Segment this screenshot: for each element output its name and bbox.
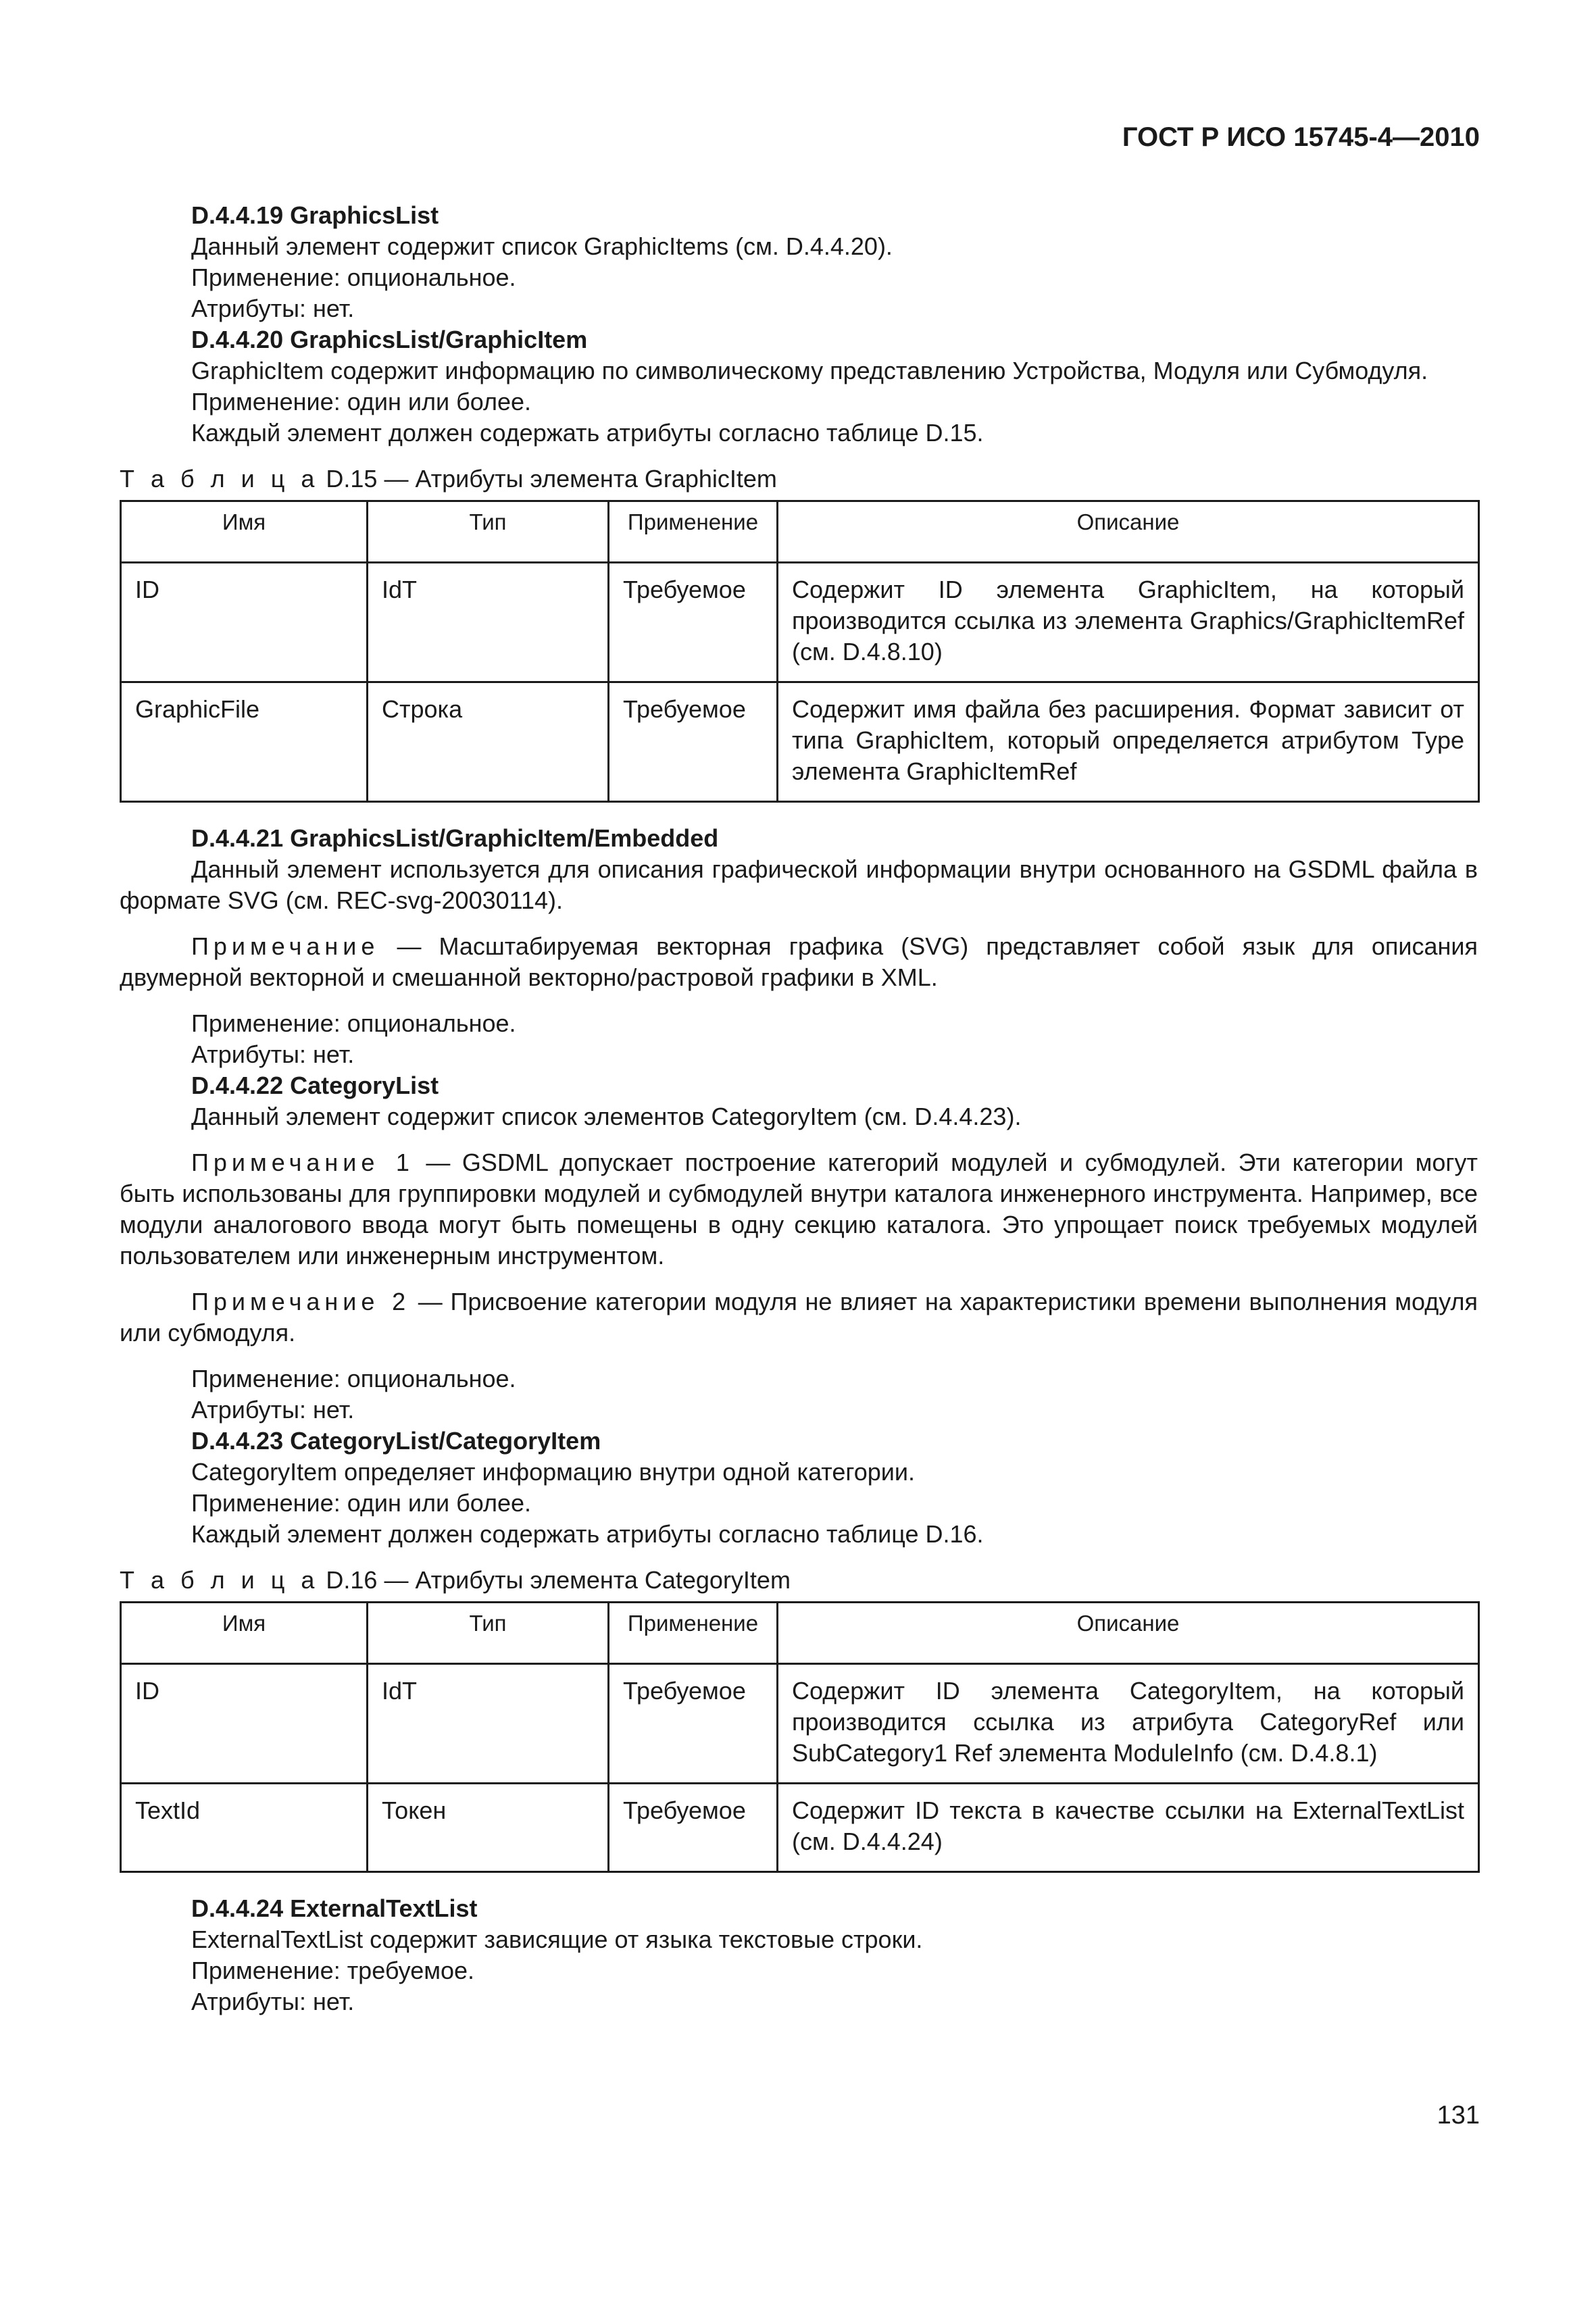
section-heading: D.4.4.21 GraphicsList/GraphicItem/Embedded xyxy=(191,824,719,852)
cell-type: IdT xyxy=(368,563,609,682)
note-text: — GSDML допускает построение категорий модулей и субмодулей. Эти категории могут быть использованы для группировки модулей и субмодулей внутри каталога инженерного инструмента. Например, все модули аналогового ввода могут быть помещены в одну секцию каталога. Это упрощает поиск требуемых модулей пользователем или инженерным инструментом. xyxy=(120,1149,1478,1269)
note-text: — Масштабируемая векторная графика (SVG) представляет собой язык для описания двумерной векторной и смешанной векторно/растровой графики в XML. xyxy=(120,932,1478,991)
table-caption-prefix: Т а б л и ц а xyxy=(120,1566,320,1594)
column-header-usage: Применение xyxy=(609,501,778,563)
note-text: — Присвоение категории модуля не влияет на характеристики времени выполнения модуля или субмодуля. xyxy=(120,1288,1478,1347)
paragraph: ExternalTextList содержит зависящие от языка текстовые строки. xyxy=(191,1926,923,1953)
column-header-usage: Применение xyxy=(609,1603,778,1664)
paragraph: Каждый элемент должен содержать атрибуты согласно таблице D.15. xyxy=(191,419,984,447)
page-content xyxy=(120,200,1478,2017)
table-header-row xyxy=(121,1603,1479,1664)
paragraph: Атрибуты: нет. xyxy=(191,1988,355,2015)
cell-description: Содержит ID текста в качестве ссылки на ExternalTextList (см. D.4.4.24) xyxy=(778,1784,1479,1872)
note xyxy=(120,931,1478,993)
paragraph: Атрибуты: нет. xyxy=(191,1396,355,1424)
table-row xyxy=(121,682,1479,802)
table-header-row xyxy=(121,501,1479,563)
table-caption xyxy=(120,1565,1478,1596)
column-header-type: Тип xyxy=(368,1603,609,1664)
paragraph: Применение: один или более. xyxy=(191,1489,532,1517)
cell-usage: Требуемое xyxy=(609,1784,778,1872)
paragraph: Атрибуты: нет. xyxy=(191,295,355,322)
table-caption-prefix: Т а б л и ц а xyxy=(120,465,320,493)
note-label: Примечание xyxy=(191,932,380,960)
section-heading: D.4.4.23 CategoryList/CategoryItem xyxy=(191,1427,601,1455)
paragraph: Применение: один или более. xyxy=(191,388,532,416)
paragraph: CategoryItem определяет информацию внутри одной категории. xyxy=(191,1458,916,1486)
table-caption-text: D.15 — Атрибуты элемента GraphicItem xyxy=(319,465,777,493)
column-header-name: Имя xyxy=(121,1603,368,1664)
cell-name: ID xyxy=(121,1664,368,1784)
table-row xyxy=(121,563,1479,682)
note xyxy=(120,1147,1478,1272)
cell-description: Содержит ID элемента CategoryItem, на который производится ссылка из атрибута CategoryRef или SubCategory1 Ref элемента ModuleInfo (см. D.4.8.1) xyxy=(778,1664,1479,1784)
cell-usage: Требуемое xyxy=(609,682,778,802)
section-heading: D.4.4.20 GraphicsList/GraphicItem xyxy=(191,326,588,353)
cell-type: Токен xyxy=(368,1784,609,1872)
cell-type: Строка xyxy=(368,682,609,802)
document-header: ГОСТ Р ИСО 15745-4—2010 xyxy=(1122,122,1480,152)
cell-description: Содержит имя файла без расширения. Формат зависит от типа GraphicItem, который определяется атрибутом Type элемента GraphicItemRef xyxy=(778,682,1479,802)
section-heading: D.4.4.22 CategoryList xyxy=(191,1072,439,1099)
page-number: 131 xyxy=(1437,2101,1480,2130)
column-header-description: Описание xyxy=(778,501,1479,563)
note-label: Примечание 1 xyxy=(191,1149,414,1176)
paragraph: Применение: требуемое. xyxy=(191,1957,475,1984)
table-caption xyxy=(120,463,1478,495)
paragraph: Применение: опциональное. xyxy=(191,263,516,291)
cell-usage: Требуемое xyxy=(609,1664,778,1784)
table-row xyxy=(121,1784,1479,1872)
note-label: Примечание 2 xyxy=(191,1288,411,1315)
attributes-table-d16 xyxy=(120,1601,1480,1873)
column-header-type: Тип xyxy=(368,501,609,563)
note xyxy=(120,1286,1478,1349)
cell-name: ID xyxy=(121,563,368,682)
table-caption-text: D.16 — Атрибуты элемента CategoryItem xyxy=(319,1566,791,1594)
section-heading: D.4.4.19 GraphicsList xyxy=(191,201,439,229)
attributes-table-d15 xyxy=(120,500,1480,803)
paragraph: GraphicItem содержит информацию по символическому представлению Устройства, Модуля или Субмодуля. xyxy=(191,357,1428,384)
paragraph: Атрибуты: нет. xyxy=(191,1040,355,1068)
cell-name: GraphicFile xyxy=(121,682,368,802)
paragraph: Каждый элемент должен содержать атрибуты согласно таблице D.16. xyxy=(191,1520,984,1548)
cell-description: Содержит ID элемента GraphicItem, на который производится ссылка из элемента Graphics/GraphicItemRef (см. D.4.8.10) xyxy=(778,563,1479,682)
column-header-description: Описание xyxy=(778,1603,1479,1664)
section-heading: D.4.4.24 ExternalTextList xyxy=(191,1894,478,1922)
paragraph: Данный элемент используется для описания графической информации внутри основанного на GSDML файла в формате SVG (см. REC-svg-20030114). xyxy=(120,855,1478,914)
table-row xyxy=(121,1664,1479,1784)
paragraph: Применение: опциональное. xyxy=(191,1009,516,1037)
cell-usage: Требуемое xyxy=(609,563,778,682)
paragraph: Данный элемент содержит список GraphicItems (см. D.4.4.20). xyxy=(191,232,893,260)
paragraph: Применение: опциональное. xyxy=(191,1365,516,1392)
cell-name: TextId xyxy=(121,1784,368,1872)
paragraph: Данный элемент содержит список элементов CategoryItem (см. D.4.4.23). xyxy=(191,1103,1022,1130)
cell-type: IdT xyxy=(368,1664,609,1784)
column-header-name: Имя xyxy=(121,501,368,563)
